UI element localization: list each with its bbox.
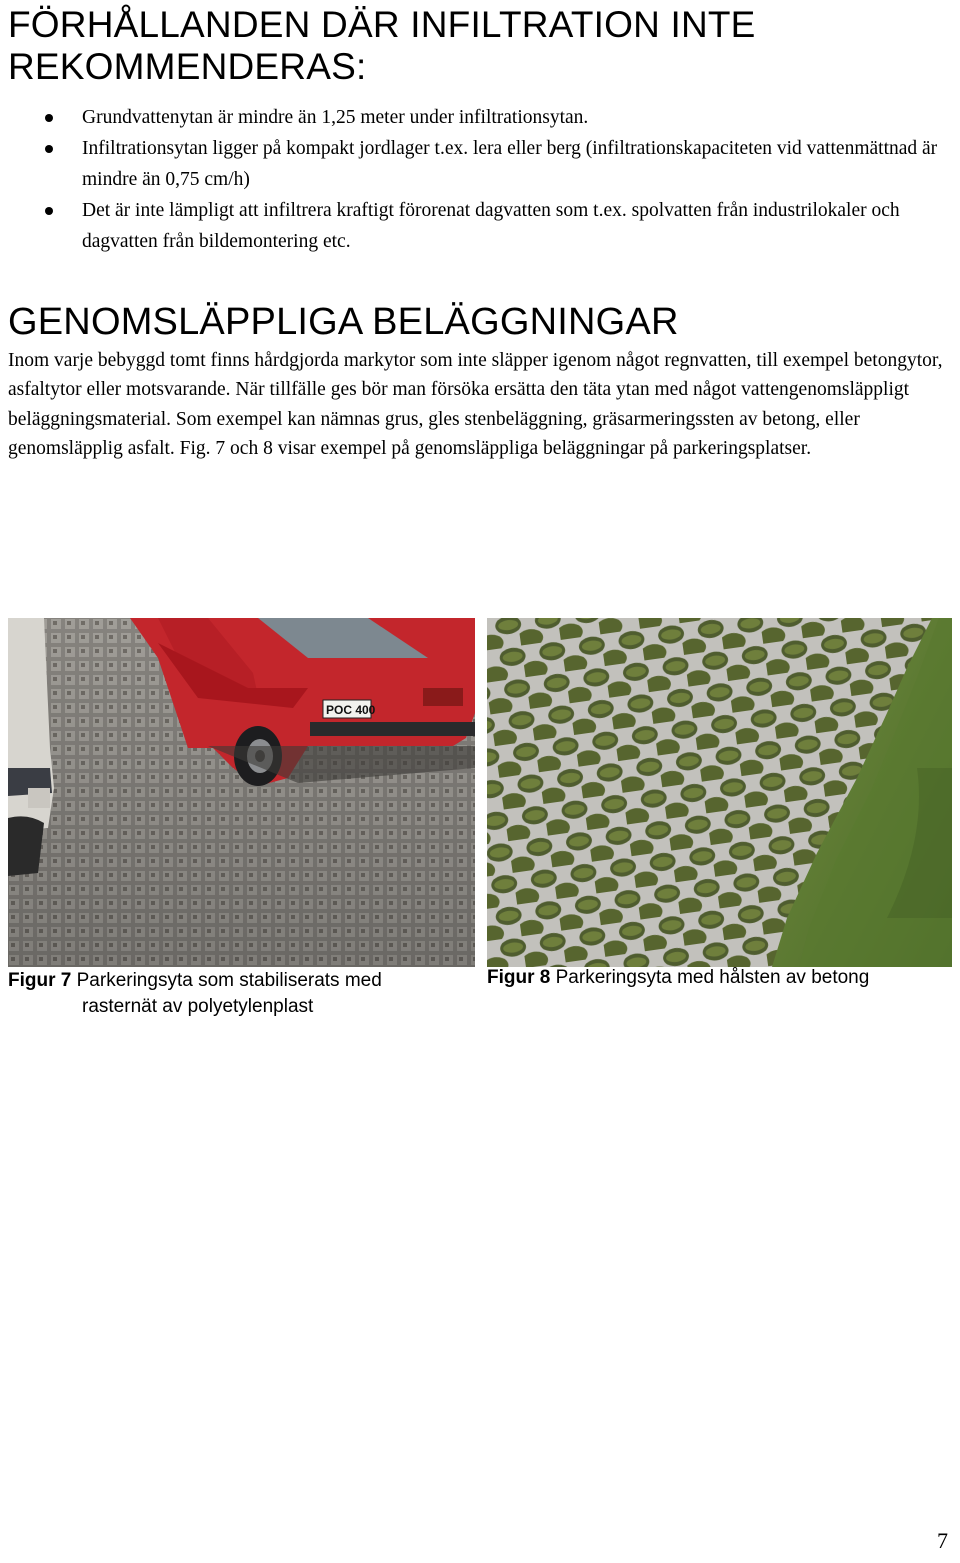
figure-8-caption-text: Parkeringsyta med hålsten av betong — [555, 967, 870, 988]
bullet-item — [0, 133, 960, 195]
bullet-dot-icon — [45, 207, 53, 215]
body-paragraph: Inom varje bebyggd tomt finns hårdgjorda markytor som inte släpper igenom något regnvatten, till exempel betongytor, asfaltytor eller motsvarande. När tillfälle ges bör man försöka ersätta den täta ytan med något vattengenomsläppligt beläggningsmaterial. Som exempel kan nämnas grus, gles stenbeläggning, gräsarmeringssten av betong, eller genomsläpplig asfalt. Fig. 7 och 8 visar exempel på genomsläppliga beläggningar på parkeringsplatser. — [8, 350, 943, 459]
bullet-dot-icon — [45, 114, 53, 122]
figure-8-caption — [487, 965, 957, 991]
section-heading-infiltration: FÖRHÅLLANDEN DÄR INFILTRATION INTE REKOMMENDERAS: — [8, 4, 756, 87]
figure-8-photo — [487, 618, 952, 967]
license-plate-text: POC 400 — [326, 703, 376, 717]
bullet-dot-icon — [45, 145, 53, 153]
figure-7-caption — [8, 968, 478, 1020]
conditions-bullet-list — [0, 102, 960, 257]
bullet-text: Det är inte lämpligt att infiltrera kraftigt förorenat dagvatten som t.ex. spolvatten från industrilokaler och dagvatten från bildemontering etc. — [82, 200, 900, 252]
bullet-text: Grundvattenytan är mindre än 1,25 meter under infiltrationsytan. — [82, 107, 589, 128]
figure-7-caption-line2: rasternät av polyetylenplast — [82, 996, 314, 1017]
bullet-item — [0, 195, 960, 257]
figure-7-caption-line1: Parkeringsyta som stabiliserats med — [76, 970, 382, 991]
section-heading-permeable-paving: GENOMSLÄPPLIGA BELÄGGNINGAR — [8, 301, 679, 343]
figure-8-label: Figur 8 — [487, 967, 551, 988]
figure-7-photo — [8, 618, 475, 967]
bullet-item — [0, 102, 960, 133]
bullet-text: Infiltrationsytan ligger på kompakt jordlager t.ex. lera eller berg (infiltrationskapaciteten vid vattenmättnad är mindre än 0,75 cm/h) — [82, 138, 938, 190]
figure-7-label: Figur 7 — [8, 970, 72, 991]
page-number: 7 — [937, 1528, 948, 1553]
